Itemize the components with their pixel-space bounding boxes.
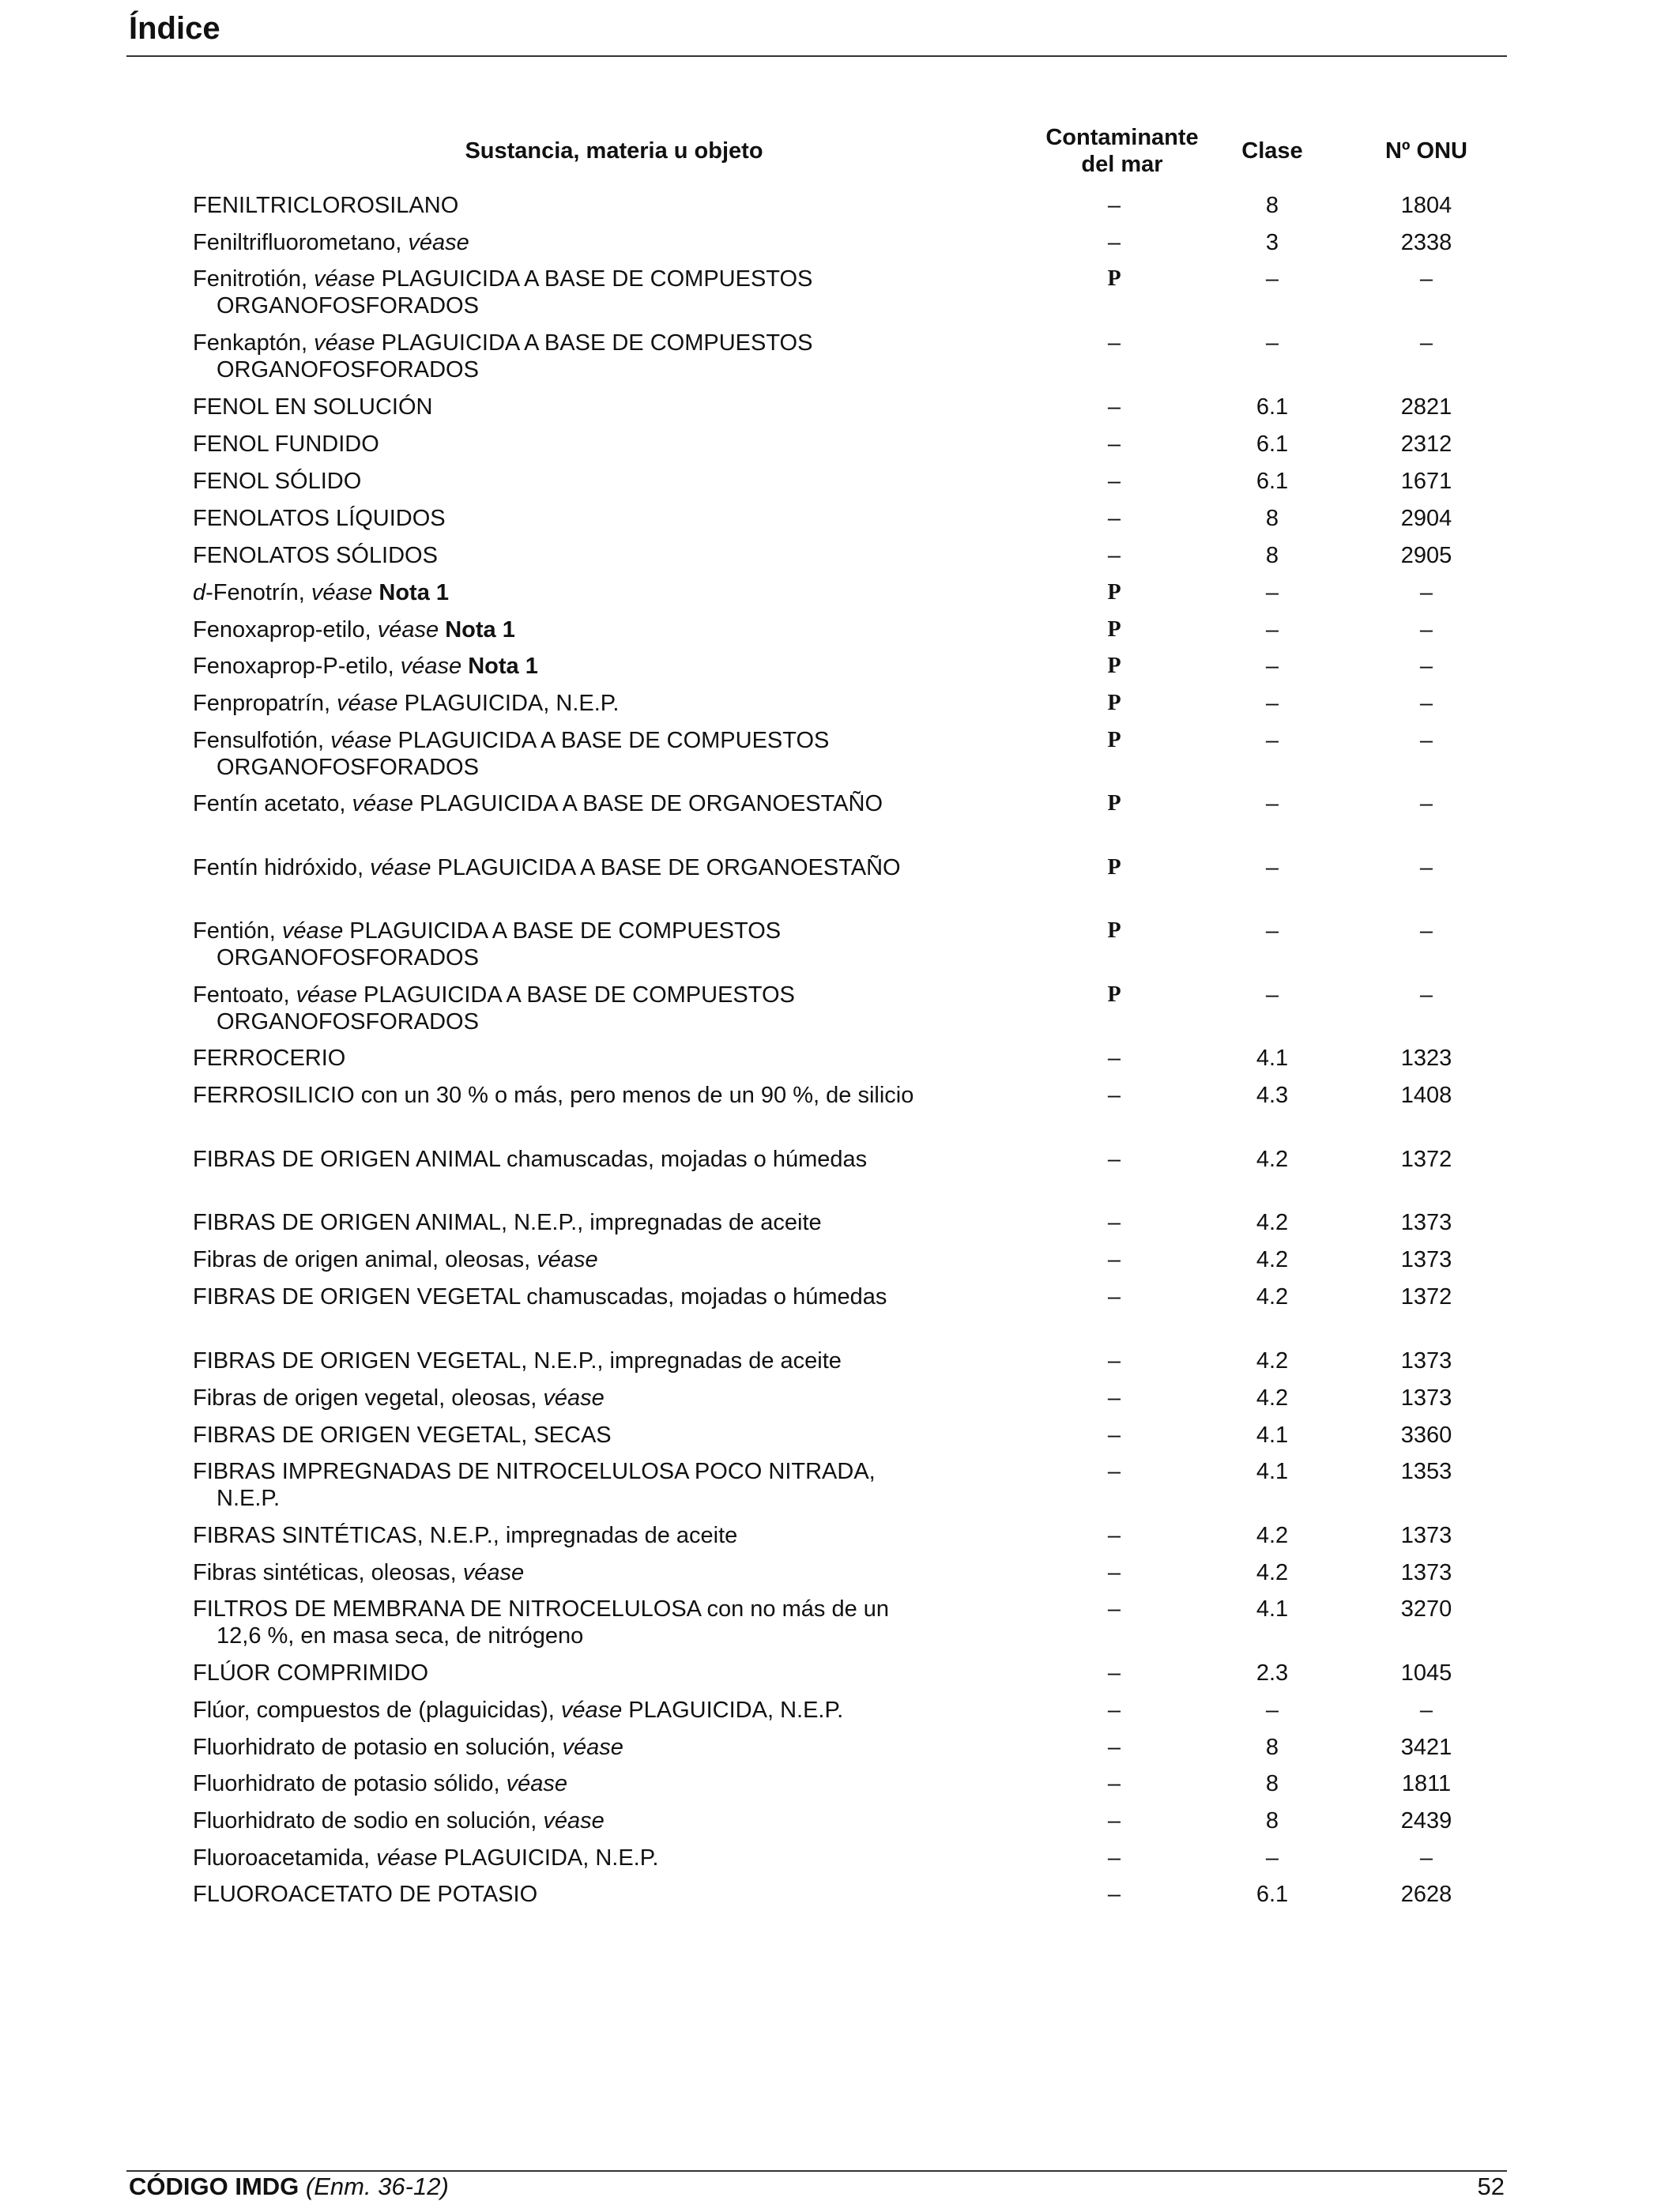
marine-pollutant-cell: – (1107, 1147, 1121, 1172)
text-segment: Flúor, compuestos de (plaguicidas), (193, 1698, 561, 1723)
substance-name (193, 266, 928, 319)
substance-name (193, 1422, 928, 1449)
footer-edition: (Enm. 36-12) (305, 2173, 449, 2200)
substance-name (193, 394, 928, 420)
class-cell: 4.2 (1256, 1247, 1289, 1272)
class-cell: 8 (1265, 543, 1279, 568)
substance-name (193, 727, 928, 781)
footer-code (129, 2173, 449, 2201)
marine-pollutant-cell: – (1107, 1046, 1121, 1071)
italic-text: véase (543, 1808, 605, 1834)
text-segment: FLUOROACETATO DE POTASIO (193, 1882, 538, 1907)
class-cell: 3 (1265, 230, 1279, 255)
text-segment: FIBRAS DE ORIGEN VEGETAL, N.E.P. (193, 1348, 597, 1374)
column-header-class: Clase (1241, 138, 1303, 164)
class-cell: – (1265, 982, 1279, 1008)
bold-text: Nota 1 (468, 654, 538, 679)
text-segment (439, 617, 445, 643)
un-number-cell: 2905 (1400, 543, 1452, 568)
text-segment: Fibras sintéticas, oleosas, (193, 1560, 463, 1585)
bold-text: Nota 1 (445, 617, 515, 643)
text-segment: chamuscadas, mojadas o húmedas (520, 1284, 887, 1310)
text-segment: PLAGUICIDA A BASE DE COMPUESTOS ORGANOFOSFORADOS (217, 982, 795, 1035)
text-segment: Fenkaptón, (193, 330, 315, 356)
bold-text: Nota 1 (379, 580, 450, 605)
class-cell: 4.2 (1256, 1560, 1289, 1585)
text-segment: PLAGUICIDA, N.E.P. (622, 1698, 844, 1723)
text-segment: FENOLATOS LÍQUIDOS (193, 506, 446, 531)
page-number: 52 (1477, 2173, 1505, 2200)
footer-code-title: CÓDIGO IMDG (129, 2173, 299, 2200)
un-number-cell: 3270 (1400, 1596, 1452, 1622)
text-segment: PLAGUICIDA A BASE DE COMPUESTOS ORGANOFOSFORADOS (217, 918, 782, 970)
class-cell: 8 (1265, 193, 1279, 218)
class-cell: 4.1 (1256, 1423, 1289, 1448)
marine-pollutant-cell: – (1107, 1560, 1121, 1585)
text-segment: PLAGUICIDA A BASE DE ORGANOESTAÑO (412, 791, 883, 816)
un-number-cell: 3360 (1400, 1423, 1452, 1448)
marine-pollutant-cell: – (1107, 1698, 1121, 1723)
text-segment: FILTROS DE MEMBRANA DE NITROCELULOSA (193, 1596, 701, 1622)
text-segment: Fibras de origen animal, oleosas, (193, 1247, 537, 1272)
un-number-cell: 2439 (1400, 1808, 1452, 1834)
un-number-cell: 1811 (1401, 1771, 1452, 1796)
marine-pollutant-cell: – (1107, 469, 1121, 494)
class-cell: 4.2 (1256, 1523, 1289, 1548)
class-cell: 4.1 (1256, 1046, 1289, 1071)
marine-pollutant-cell: P (1107, 918, 1121, 943)
class-cell: 6.1 (1256, 1882, 1289, 1907)
substance-name (193, 1246, 928, 1273)
un-number-cell: – (1419, 691, 1433, 716)
substance-name (193, 1807, 928, 1834)
un-number-cell: 1373 (1400, 1348, 1452, 1374)
marine-pollutant-cell: – (1107, 394, 1121, 420)
text-segment: FERROSILICIO (193, 1083, 355, 1108)
class-cell: 2.3 (1256, 1660, 1289, 1686)
marine-pollutant-cell: – (1107, 506, 1121, 531)
italic-text: véase (400, 654, 462, 679)
text-segment: Fluorhidrato de potasio en solución, (193, 1735, 563, 1760)
text-segment: PLAGUICIDA A BASE DE COMPUESTOS ORGANOFOSFORADOS (217, 330, 813, 383)
class-cell: – (1265, 791, 1279, 816)
un-number-cell: – (1419, 728, 1433, 753)
un-number-cell: – (1419, 918, 1433, 944)
text-segment: Fensulfotión, (193, 728, 331, 753)
text-segment: , impregnadas de aceite (577, 1210, 822, 1235)
substance-name (193, 431, 928, 458)
class-cell: – (1265, 617, 1279, 643)
marine-pollutant-cell: – (1107, 1247, 1121, 1272)
text-segment: Fenpropatrín, (193, 691, 337, 716)
text-segment: FENOL EN SOLUCIÓN (193, 394, 433, 420)
un-number-cell: 1804 (1400, 193, 1452, 218)
class-cell: 6.1 (1256, 394, 1289, 420)
marine-pollutant-cell: – (1107, 1459, 1121, 1484)
page-title: Índice (129, 11, 220, 46)
substance-name (193, 854, 928, 881)
marine-pollutant-cell: P (1107, 982, 1121, 1007)
italic-text: véase (543, 1385, 605, 1411)
un-number-cell: – (1419, 266, 1433, 292)
un-number-cell: – (1419, 580, 1433, 605)
class-cell: 4.2 (1256, 1385, 1289, 1411)
text-segment: PLAGUICIDA, N.E.P. (397, 691, 620, 716)
italic-text: véase (560, 1698, 623, 1723)
class-cell: 4.1 (1256, 1459, 1289, 1484)
italic-text: d (193, 580, 206, 605)
text-segment: FENOL FUNDIDO (193, 432, 379, 457)
class-cell: – (1265, 580, 1279, 605)
marine-pollutant-cell: P (1107, 654, 1121, 678)
un-number-cell: 1323 (1400, 1046, 1452, 1071)
column-header-substance: Sustancia, materia u objeto (465, 138, 763, 164)
substance-name (193, 1770, 928, 1797)
text-segment: FERROCERIO (193, 1046, 346, 1071)
un-number-cell: – (1419, 791, 1433, 816)
un-number-cell: – (1419, 855, 1433, 880)
un-number-cell: 2904 (1400, 506, 1452, 531)
text-segment: con un 30 % o más, pero menos de un 90 %, de silicio (354, 1083, 914, 1108)
text-segment: FIBRAS DE ORIGEN ANIMAL (193, 1147, 500, 1172)
substance-name (193, 1522, 928, 1549)
text-segment: Fenoxaprop-etilo, (193, 617, 378, 643)
class-cell: 6.1 (1256, 432, 1289, 457)
class-cell: 8 (1265, 1808, 1279, 1834)
text-segment (461, 654, 468, 679)
class-cell: – (1265, 1698, 1279, 1723)
italic-text: véase (537, 1247, 598, 1272)
text-segment: FENILTRICLOROSILANO (193, 193, 459, 218)
marine-pollutant-cell: – (1107, 1083, 1121, 1108)
text-segment: FLÚOR COMPRIMIDO (193, 1660, 429, 1686)
un-number-cell: 2821 (1400, 394, 1452, 420)
italic-text: véase (330, 728, 392, 753)
italic-text: véase (311, 580, 373, 605)
un-number-cell: 1372 (1400, 1284, 1452, 1310)
marine-pollutant-cell: P (1107, 691, 1121, 715)
class-cell: 4.2 (1256, 1210, 1289, 1235)
un-number-cell: 1671 (1400, 469, 1452, 494)
substance-name (193, 1209, 928, 1236)
text-segment: Fentoato, (193, 982, 296, 1008)
marine-pollutant-cell: – (1107, 193, 1121, 218)
italic-text: véase (562, 1735, 623, 1760)
un-number-cell: 2338 (1400, 230, 1452, 255)
italic-text: véase (314, 266, 375, 292)
class-cell: 4.1 (1256, 1596, 1289, 1622)
text-segment: PLAGUICIDA A BASE DE COMPUESTOS ORGANOFOSFORADOS (217, 266, 813, 318)
substance-name (193, 1458, 928, 1512)
text-segment: chamuscadas, mojadas o húmedas (499, 1147, 868, 1172)
text-segment: Fluorhidrato de potasio sólido, (193, 1771, 507, 1796)
class-cell: – (1265, 728, 1279, 753)
italic-text: véase (337, 691, 398, 716)
text-segment: Fentín acetato, (193, 791, 352, 816)
un-number-cell: – (1419, 617, 1433, 643)
column-header-marine-pollutant-line1: Contaminante (1045, 125, 1199, 150)
marine-pollutant-cell: – (1107, 543, 1121, 568)
class-cell: – (1265, 266, 1279, 292)
substance-name (193, 192, 928, 219)
class-cell: 8 (1265, 1735, 1279, 1760)
italic-text: véase (296, 982, 357, 1008)
substance-name (193, 1881, 928, 1908)
marine-pollutant-cell: P (1107, 617, 1121, 642)
marine-pollutant-cell: – (1107, 1808, 1121, 1834)
un-number-cell: 1373 (1400, 1385, 1452, 1411)
un-number-cell: 1353 (1400, 1459, 1452, 1484)
marine-pollutant-cell: – (1107, 1385, 1121, 1411)
substance-name (193, 542, 928, 569)
text-segment: Fentión, (193, 918, 282, 944)
marine-pollutant-cell: P (1107, 728, 1121, 752)
text-segment: con no más de un 12,6 %, en masa seca, de nitrógeno (217, 1596, 890, 1649)
italic-text: véase (314, 330, 375, 356)
substance-name (193, 982, 928, 1035)
text-segment: , impregnadas de aceite (597, 1348, 842, 1374)
marine-pollutant-cell: – (1107, 1735, 1121, 1760)
header-rule (126, 55, 1507, 57)
substance-name (193, 790, 928, 817)
text-segment: Fluorhidrato de sodio en solución, (193, 1808, 544, 1834)
text-segment: FENOL SÓLIDO (193, 469, 362, 494)
italic-text: véase (352, 791, 413, 816)
text-segment: Fenoxaprop-P-etilo, (193, 654, 401, 679)
class-cell: 4.2 (1256, 1348, 1289, 1374)
marine-pollutant-cell: – (1107, 1771, 1121, 1796)
substance-name (193, 1845, 928, 1871)
text-segment: PLAGUICIDA, N.E.P. (437, 1845, 659, 1871)
marine-pollutant-cell: – (1107, 1423, 1121, 1448)
substance-name (193, 1559, 928, 1586)
text-segment: -Fenotrín, (205, 580, 311, 605)
text-segment: Fenitrotión, (193, 266, 315, 292)
text-segment: FIBRAS IMPREGNADAS DE NITROCELULOSA POCO NITRADA, N.E.P. (193, 1459, 876, 1511)
un-number-cell: – (1419, 330, 1433, 356)
class-cell: – (1265, 691, 1279, 716)
text-segment: Fentín hidróxido, (193, 855, 371, 880)
substance-name (193, 690, 928, 717)
text-segment: FIBRAS SINTÉTICAS, N.E.P. (193, 1523, 493, 1548)
class-cell: 8 (1265, 506, 1279, 531)
substance-name (193, 505, 928, 532)
un-number-cell: 1408 (1400, 1083, 1452, 1108)
un-number-cell: 1373 (1400, 1523, 1452, 1548)
column-header-marine-pollutant-line2: del mar (1081, 152, 1163, 177)
substance-name (193, 1734, 928, 1761)
text-segment: Feniltrifluorometano, (193, 230, 409, 255)
class-cell: 4.2 (1256, 1284, 1289, 1310)
un-number-cell: 1373 (1400, 1247, 1452, 1272)
un-number-cell: 1372 (1400, 1147, 1452, 1172)
marine-pollutant-cell: – (1107, 330, 1121, 356)
substance-name (193, 616, 928, 643)
italic-text: véase (506, 1771, 567, 1796)
class-cell: – (1265, 918, 1279, 944)
text-segment: FENOLATOS SÓLIDOS (193, 543, 438, 568)
marine-pollutant-cell: – (1107, 1882, 1121, 1907)
substance-name (193, 1146, 928, 1173)
substance-name (193, 653, 928, 680)
text-segment: FIBRAS DE ORIGEN VEGETAL (193, 1284, 521, 1310)
un-number-cell: 3421 (1400, 1735, 1452, 1760)
marine-pollutant-cell: P (1107, 580, 1121, 605)
italic-text: véase (462, 1560, 525, 1585)
un-number-cell: 2628 (1400, 1882, 1452, 1907)
italic-text: véase (377, 617, 439, 643)
italic-text: véase (376, 1845, 438, 1871)
marine-pollutant-cell: P (1107, 266, 1121, 291)
marine-pollutant-cell: – (1107, 1348, 1121, 1374)
class-cell: – (1265, 330, 1279, 356)
class-cell: – (1265, 1845, 1279, 1871)
text-segment: PLAGUICIDA A BASE DE COMPUESTOS ORGANOFOSFORADOS (217, 728, 830, 780)
un-number-cell: 1373 (1400, 1210, 1452, 1235)
italic-text: véase (281, 918, 344, 944)
substance-name (193, 1697, 928, 1724)
marine-pollutant-cell: P (1107, 855, 1121, 880)
substance-name (193, 1082, 928, 1109)
un-number-cell: – (1419, 1698, 1433, 1723)
italic-text: véase (370, 855, 431, 880)
substance-name (193, 1596, 928, 1649)
substance-name (193, 579, 928, 606)
substance-name (193, 1660, 928, 1687)
un-number-cell: – (1419, 1845, 1433, 1871)
substance-name (193, 1283, 928, 1310)
marine-pollutant-cell: – (1107, 1284, 1121, 1310)
italic-text: véase (408, 230, 469, 255)
text-segment: Fibras de origen vegetal, oleosas, (193, 1385, 544, 1411)
marine-pollutant-cell: – (1107, 1845, 1121, 1871)
marine-pollutant-cell: P (1107, 791, 1121, 816)
text-segment: , impregnadas de aceite (492, 1523, 738, 1548)
class-cell: 4.2 (1256, 1147, 1289, 1172)
un-number-cell: – (1419, 982, 1433, 1008)
marine-pollutant-cell: – (1107, 1523, 1121, 1548)
substance-name (193, 1045, 928, 1072)
column-header-marine-pollutant (1011, 124, 1233, 178)
un-number-cell: 1373 (1400, 1560, 1452, 1585)
substance-name (193, 229, 928, 256)
text-segment: Fluoroacetamida, (193, 1845, 377, 1871)
substance-name (193, 330, 928, 383)
un-number-cell: 1045 (1400, 1660, 1452, 1686)
text-segment: PLAGUICIDA A BASE DE ORGANOESTAÑO (431, 855, 901, 880)
substance-name (193, 468, 928, 495)
class-cell: – (1265, 855, 1279, 880)
substance-name (193, 918, 928, 971)
marine-pollutant-cell: – (1107, 432, 1121, 457)
class-cell: – (1265, 654, 1279, 679)
marine-pollutant-cell: – (1107, 230, 1121, 255)
marine-pollutant-cell: – (1107, 1660, 1121, 1686)
class-cell: 6.1 (1256, 469, 1289, 494)
text-segment: FIBRAS DE ORIGEN VEGETAL, SECAS (193, 1423, 612, 1448)
substance-name (193, 1385, 928, 1411)
un-number-cell: 2312 (1400, 432, 1452, 457)
column-header-un-number: Nº ONU (1384, 138, 1468, 164)
un-number-cell: – (1419, 654, 1433, 679)
text-segment: FIBRAS DE ORIGEN ANIMAL, N.E.P. (193, 1210, 578, 1235)
substance-name (193, 1347, 928, 1374)
marine-pollutant-cell: – (1107, 1596, 1121, 1622)
footer-rule (126, 2170, 1507, 2172)
class-cell: 4.3 (1256, 1083, 1289, 1108)
marine-pollutant-cell: – (1107, 1210, 1121, 1235)
class-cell: 8 (1265, 1771, 1279, 1796)
